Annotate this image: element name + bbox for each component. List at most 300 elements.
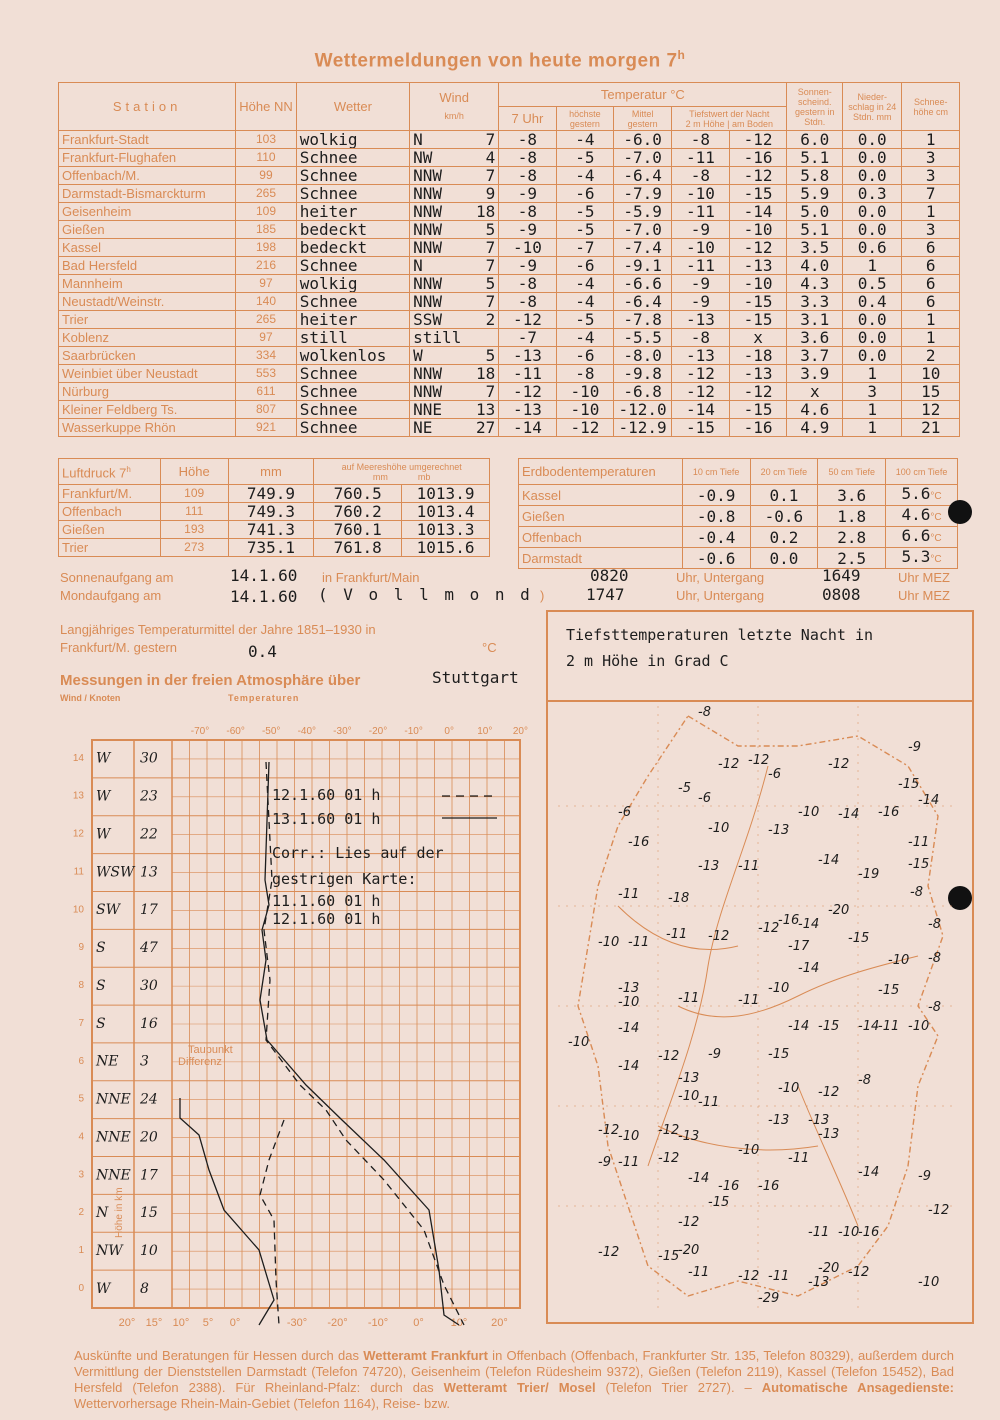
value-t2m: -14	[672, 401, 730, 419]
station-name: Geisenheim	[59, 203, 236, 221]
wind-direction: NNE	[96, 1167, 131, 1184]
wind-direction: NW	[413, 148, 433, 167]
weather: Schnee	[296, 419, 409, 437]
aero-place: Stuttgart	[432, 668, 519, 687]
height-tick: 4	[78, 1131, 84, 1143]
height-tick: 10	[72, 904, 84, 916]
map-temperature-label: -14	[918, 793, 940, 808]
map-temperature-label: -11	[788, 1151, 810, 1166]
map-temperature-label: -9	[918, 1169, 931, 1184]
map-temperature-label: -15	[658, 1249, 680, 1264]
map-temperature-label: -11	[628, 935, 650, 950]
wind	[410, 275, 499, 293]
value-t7: -13	[499, 347, 556, 365]
value-t7: -9	[499, 185, 556, 203]
value-nied: 0.5	[843, 275, 902, 293]
map-temperature-label: -11	[908, 835, 930, 850]
value-t2m: -10	[672, 239, 730, 257]
value-sonne: 3.6	[787, 329, 843, 347]
map-temperature-label: -10	[918, 1275, 940, 1290]
wind-direction: S	[96, 977, 106, 994]
value-t7: -8	[499, 149, 556, 167]
station-height: 111	[160, 503, 228, 521]
soil-d10: -0.4	[682, 527, 750, 548]
sunrise-date: 14.1.60	[230, 566, 298, 585]
pressure-sea_mm: 760.5	[314, 485, 402, 503]
map-temperature-label: -10	[798, 805, 820, 820]
soil-d20: 0.2	[750, 527, 818, 548]
wind-speed: 13	[140, 864, 158, 881]
station-name: Frankfurt/M.	[59, 485, 161, 503]
moonrise-time: 1747	[586, 585, 625, 604]
soil-d100: 5.3°C	[886, 548, 958, 569]
value-schnee: 2	[902, 347, 960, 365]
value-boden: -13	[729, 365, 787, 383]
mez-label-2: Uhr MEZ	[898, 588, 950, 603]
value-schnee: 3	[902, 167, 960, 185]
wind	[410, 221, 499, 239]
value-mittel: -6.4	[614, 167, 672, 185]
sunrise-label: Sonnenaufgang am	[60, 570, 174, 585]
value-boden: -15	[729, 311, 787, 329]
value-mittel: -7.8	[614, 311, 672, 329]
value-nied: 0.3	[843, 185, 902, 203]
map-temperature-label: -12	[598, 1245, 620, 1260]
map-temperature-label: -16	[878, 805, 900, 820]
station-height: 611	[236, 383, 296, 401]
wind-speed: 47	[140, 940, 158, 957]
map-temperature-label: -20	[828, 903, 850, 918]
value-max: -10	[556, 401, 613, 419]
map-temperature-label: -18	[668, 891, 690, 906]
aero-sub-temp: Temperaturen	[228, 693, 300, 703]
map-temperature-label: -10	[678, 1089, 700, 1104]
temp-tick: -10°	[404, 726, 423, 737]
wind-speed: 18	[475, 364, 496, 383]
station-name: Darmstadt-Bismarckturm	[59, 185, 236, 203]
col-hoehe: Höhe NN	[236, 83, 296, 131]
col-wind: Wind km/h	[410, 83, 499, 131]
wind-direction: still	[413, 328, 462, 347]
table-row	[519, 527, 958, 548]
height-tick: 11	[73, 866, 84, 878]
wind-speed: 8	[140, 1280, 149, 1297]
wind-direction: NW	[96, 1242, 123, 1259]
value-nied: 0.0	[843, 149, 902, 167]
wind-direction: W	[96, 826, 111, 843]
value-max: -6	[556, 347, 613, 365]
moonrise-date: 14.1.60	[230, 587, 298, 606]
map-temperature-label: -11	[768, 1269, 790, 1284]
value-t2m: -9	[672, 221, 730, 239]
height-tick: 5	[78, 1093, 84, 1105]
map-temperature-label: -8	[928, 951, 941, 966]
weather: Schnee	[296, 149, 409, 167]
map-temperature-label: -20	[818, 1261, 840, 1276]
map-temperature-label: -11	[666, 927, 688, 942]
wind-speed: 22	[140, 826, 158, 843]
value-max: -5	[556, 149, 613, 167]
pressure-table	[58, 458, 490, 557]
value-t7: -12	[499, 383, 556, 401]
map-temperature-label: -15	[848, 931, 870, 946]
value-t7: -9	[499, 257, 556, 275]
value-max: -12	[556, 419, 613, 437]
wind-direction: S	[96, 1015, 106, 1032]
value-t2m: -10	[672, 185, 730, 203]
wind	[410, 365, 499, 383]
value-boden: -16	[729, 419, 787, 437]
dewpoint-tick: 20°	[118, 1317, 136, 1329]
table-row	[59, 539, 490, 557]
table-row	[59, 365, 960, 383]
wind-speed: 5	[485, 220, 496, 239]
station-height: 99	[236, 167, 296, 185]
weather: bedeckt	[296, 239, 409, 257]
value-sonne: 5.8	[787, 167, 843, 185]
wind	[410, 149, 499, 167]
moon-close: )	[540, 588, 545, 603]
wind-speed: 7	[485, 256, 496, 275]
mez-label: Uhr MEZ	[898, 570, 950, 585]
wind	[410, 401, 499, 419]
value-max: -5	[556, 203, 613, 221]
value-sonne: 6.0	[787, 131, 843, 149]
value-schnee: 6	[902, 275, 960, 293]
map-temperature-label: -14	[858, 1019, 880, 1034]
station-height: 216	[236, 257, 296, 275]
aero-legend-text: 12.1.60 01 h	[272, 786, 381, 804]
aero-legend-text: gestrigen Karte:	[272, 870, 417, 888]
col-wetter: Wetter	[296, 83, 409, 131]
longterm-label-1: Langjähriges Temperaturmittel der Jahre 1851–1930 in	[60, 622, 376, 637]
wind-speed: 30	[140, 750, 158, 767]
map-temperature-label: -5	[678, 781, 691, 796]
station-height: 334	[236, 347, 296, 365]
value-sonne: 5.1	[787, 221, 843, 239]
wind-speed: 5	[485, 274, 496, 293]
map-temperature-label: -12	[678, 1215, 700, 1230]
map-temperature-label: -17	[788, 939, 810, 954]
value-t7: -8	[499, 293, 556, 311]
wind-direction: S	[96, 940, 106, 957]
value-sonne: 3.5	[787, 239, 843, 257]
wind-speed: 5	[485, 346, 496, 365]
soil-d100: 5.6°C	[886, 485, 958, 506]
station-height: 198	[236, 239, 296, 257]
map-temperature-label: -13	[768, 823, 790, 838]
station-name: Mannheim	[59, 275, 236, 293]
map-temperature-label: -13	[698, 859, 720, 874]
value-nied: 0.0	[843, 167, 902, 185]
wind-speed: 17	[140, 1167, 158, 1184]
height-tick: 0	[78, 1282, 84, 1294]
map-temperature-label: -11	[678, 991, 700, 1006]
wind-speed: 2	[485, 310, 496, 329]
map-title-box	[546, 610, 974, 702]
dewpoint-tick: 15°	[145, 1317, 163, 1329]
wind-direction: NNE	[413, 400, 443, 419]
map-temperature-label: -10	[618, 1129, 640, 1144]
station-height: 97	[236, 275, 296, 293]
map-temperature-label: -12	[828, 757, 850, 772]
temp-tick: -70°	[190, 726, 210, 737]
value-t2m: -12	[672, 383, 730, 401]
value-mittel: -7.0	[614, 221, 672, 239]
wind-speed: 20	[140, 1129, 158, 1146]
map-temperature-label: -10	[598, 935, 620, 950]
value-schnee: 1	[902, 311, 960, 329]
value-nied: 0.4	[843, 293, 902, 311]
weather: Schnee	[296, 293, 409, 311]
height-tick: 12	[72, 828, 84, 840]
value-sonne: 3.1	[787, 311, 843, 329]
col-tiefst: Tiefstwert der Nacht 2 m Höhe | am Boden	[672, 107, 787, 131]
pressure-mm: 749.9	[228, 485, 314, 503]
wind-direction: SSW	[413, 310, 443, 329]
sunrise-place: in Frankfurt/Main	[322, 570, 420, 585]
value-mittel: -6.4	[614, 293, 672, 311]
map-temperature-label: -16	[858, 1225, 880, 1240]
col-schnee: Schnee-höhe cm	[902, 83, 960, 131]
station-name: Frankfurt-Stadt	[59, 131, 236, 149]
value-mittel: -9.1	[614, 257, 672, 275]
value-nied: 3	[843, 383, 902, 401]
wind-direction: NNW	[413, 202, 443, 221]
soil-d10: -0.6	[682, 548, 750, 569]
germany-min-temperature-map	[558, 706, 956, 1312]
map-temperature-label: -14	[688, 1171, 710, 1186]
map-title-2: 2 m Höhe in Grad C	[566, 652, 729, 670]
value-t2m: -9	[672, 293, 730, 311]
col-hoechste: höchste gestern	[556, 107, 613, 131]
temp-tick-bottom: 0°	[413, 1317, 424, 1329]
value-mittel: -6.8	[614, 383, 672, 401]
temp-tick-bottom: -10°	[367, 1317, 389, 1329]
value-nied: 0.0	[843, 329, 902, 347]
sunset-time: 1649	[822, 566, 861, 585]
value-mittel: -7.4	[614, 239, 672, 257]
temp-tick: -30°	[333, 726, 352, 737]
longterm-value: 0.4	[248, 642, 277, 661]
map-temperature-label: -20	[678, 1243, 700, 1258]
soil-unit: °C	[930, 491, 942, 502]
value-boden: -15	[729, 185, 787, 203]
wind-speed: 13	[475, 400, 496, 419]
pressure-mb: 1013.4	[402, 503, 490, 521]
value-t7: -8	[499, 203, 556, 221]
station-height: 109	[160, 485, 228, 503]
moonset-label: Uhr, Untergang	[676, 588, 765, 603]
station-height: 265	[236, 185, 296, 203]
wind-speed: 7	[485, 292, 496, 311]
map-temperature-label: -8	[698, 706, 711, 720]
height-tick: 14	[72, 752, 84, 764]
wind-speed: 7	[485, 130, 496, 149]
table-row	[59, 485, 490, 503]
temp-tick: 20°	[512, 726, 528, 737]
map-temperature-label: -12	[928, 1203, 950, 1218]
map-temperature-label: -15	[878, 983, 900, 998]
height-tick: 9	[78, 942, 84, 954]
wind-speed: 4	[485, 148, 496, 167]
value-boden: -12	[729, 239, 787, 257]
value-nied: 0.0	[843, 347, 902, 365]
value-t2m: -12	[672, 365, 730, 383]
station-height: 110	[236, 149, 296, 167]
temp-tick: 10°	[477, 726, 493, 737]
station-name: Kleiner Feldberg Ts.	[59, 401, 236, 419]
sunrise-time: 0820	[590, 566, 629, 585]
aero-legend-text: 13.1.60 01 h	[272, 810, 381, 828]
wind	[410, 167, 499, 185]
map-temperature-label: -8	[928, 1000, 941, 1015]
wind-direction: N	[96, 1205, 109, 1222]
value-boden: -18	[729, 347, 787, 365]
soil-d50: 2.8	[818, 527, 886, 548]
pressure-mb: 1013.9	[402, 485, 490, 503]
wind-direction: N	[413, 130, 423, 149]
map-temperature-label: -13	[808, 1113, 830, 1128]
height-tick: 7	[78, 1017, 84, 1029]
height-tick: 2	[78, 1207, 84, 1219]
map-temperature-label: -12	[748, 753, 770, 768]
value-t7: -9	[499, 221, 556, 239]
wind-direction: W	[96, 750, 111, 767]
wind-direction: NNW	[413, 220, 443, 239]
value-t2m: -13	[672, 311, 730, 329]
value-nied: 0.0	[843, 311, 902, 329]
temp-tick: -40°	[297, 726, 317, 737]
map-temperature-label: -10	[618, 995, 640, 1010]
soil-table	[518, 458, 958, 569]
value-boden: -12	[729, 167, 787, 185]
wind-speed: 23	[140, 788, 158, 805]
map-temperature-label: -16	[718, 1179, 740, 1194]
dewpoint-tick: 5°	[202, 1317, 214, 1329]
value-mittel: -9.8	[614, 365, 672, 383]
station-name: Koblenz	[59, 329, 236, 347]
map-temperature-label: -10	[738, 1143, 760, 1158]
station-height: 193	[160, 521, 228, 539]
value-boden: -12	[729, 383, 787, 401]
value-max: -4	[556, 167, 613, 185]
wind-speed: 18	[475, 202, 496, 221]
wind-direction: NNE	[96, 1091, 131, 1108]
value-sonne: 5.0	[787, 203, 843, 221]
map-temperature-label: -12	[658, 1123, 680, 1138]
taupunkt-label: Taupunkt	[188, 1043, 233, 1056]
map-temperature-label: -15	[768, 1047, 790, 1062]
temp-tick: 0°	[444, 726, 454, 737]
soil-col-20: 20 cm Tiefe	[750, 459, 818, 485]
value-sonne: 5.1	[787, 149, 843, 167]
value-t7: -14	[499, 419, 556, 437]
moonrise-label: Mondaufgang am	[60, 588, 162, 603]
value-t7: -13	[499, 401, 556, 419]
wind-speed: 3	[140, 1053, 149, 1070]
value-nied: 1	[843, 365, 902, 383]
station-height: 97	[236, 329, 296, 347]
weather: Schnee	[296, 401, 409, 419]
wind-speed: 24	[140, 1091, 158, 1108]
pressure-col-sea: auf Meereshöhe umgerechnet mm mb	[314, 459, 490, 485]
wind-speed: 17	[140, 902, 158, 919]
value-nied: 0.0	[843, 131, 902, 149]
soil-d100: 6.6°C	[886, 527, 958, 548]
table-row	[59, 257, 960, 275]
value-nied: 1	[843, 401, 902, 419]
map-temperature-label: -10	[888, 953, 910, 968]
wind	[410, 311, 499, 329]
value-t2m: -8	[672, 329, 730, 347]
wind-direction: SW	[96, 902, 120, 919]
table-row	[59, 167, 960, 185]
wind-speed: 9	[485, 184, 496, 203]
table-row	[59, 311, 960, 329]
map-temperature-label: -12	[738, 1269, 760, 1284]
value-boden: -15	[729, 293, 787, 311]
value-sonne: 5.9	[787, 185, 843, 203]
station-height: 185	[236, 221, 296, 239]
value-t7: -12	[499, 311, 556, 329]
value-t7: -10	[499, 239, 556, 257]
height-tick: 6	[78, 1055, 84, 1067]
footer-text: Auskünfte und Beratungen für Hessen durch das Wetteramt Frankfurt in Offenbach (Offenbach, Frankfurter Str. 135, Telefon 80329), außerdem durch Vermittlung der Dienststellen Darmstadt (Telefon 74720), Geisenheim (Telefon Rüdesheim 9372), Gießen (Telefon 2119), Kassel (Telefon 15452), Bad Hersfeld (Telefon 2388). Für Rheinland-Pfalz: durch das Wetteramt Trier/ Mosel (Telefon Trier 2727). – Automatische Ansagedienste: Wettervorhersage Rhein-Main-Gebiet (Telefon 1164), Reise- bzw.	[74, 1348, 954, 1411]
map-temperature-label: -14	[858, 1165, 880, 1180]
aero-sub-wind: Wind / Knoten	[60, 693, 121, 703]
value-sonne: 4.3	[787, 275, 843, 293]
wind-direction: W	[96, 788, 111, 805]
soil-col-50: 50 cm Tiefe	[818, 459, 886, 485]
pressure-mb: 1013.3	[402, 521, 490, 539]
weather: wolkig	[296, 275, 409, 293]
table-row	[59, 239, 960, 257]
wind-speed: 15	[140, 1205, 158, 1222]
moon-phase: ( V o l l m o n d	[318, 585, 533, 604]
wind-direction: NE	[413, 418, 433, 437]
table-row	[59, 401, 960, 419]
value-mittel: -12.9	[614, 419, 672, 437]
value-schnee: 15	[902, 383, 960, 401]
value-max: -5	[556, 311, 613, 329]
map-temperature-label: -6	[768, 767, 781, 782]
value-sonne: 3.7	[787, 347, 843, 365]
weather: Schnee	[296, 365, 409, 383]
table-row	[59, 293, 960, 311]
value-t2m: -13	[672, 347, 730, 365]
value-mittel: -6.6	[614, 275, 672, 293]
value-sonne: 3.3	[787, 293, 843, 311]
table-row	[59, 503, 490, 521]
wind	[410, 329, 499, 347]
wind-speed: 7	[485, 382, 496, 401]
station-height: 553	[236, 365, 296, 383]
station-height: 921	[236, 419, 296, 437]
wind-speed: 27	[475, 418, 496, 437]
value-nied: 1	[843, 257, 902, 275]
map-temperature-label: -15	[708, 1195, 730, 1210]
wind-direction: N	[413, 256, 423, 275]
value-max: -8	[556, 365, 613, 383]
value-t2m: -9	[672, 275, 730, 293]
map-temperature-label: -8	[858, 1073, 871, 1088]
map-temperature-label: -11	[618, 1155, 640, 1170]
table-row	[59, 275, 960, 293]
pressure-sea_mm: 760.2	[314, 503, 402, 521]
longterm-label-2: Frankfurt/M. gestern	[60, 640, 178, 655]
map-temperature-label: -6	[618, 805, 631, 820]
